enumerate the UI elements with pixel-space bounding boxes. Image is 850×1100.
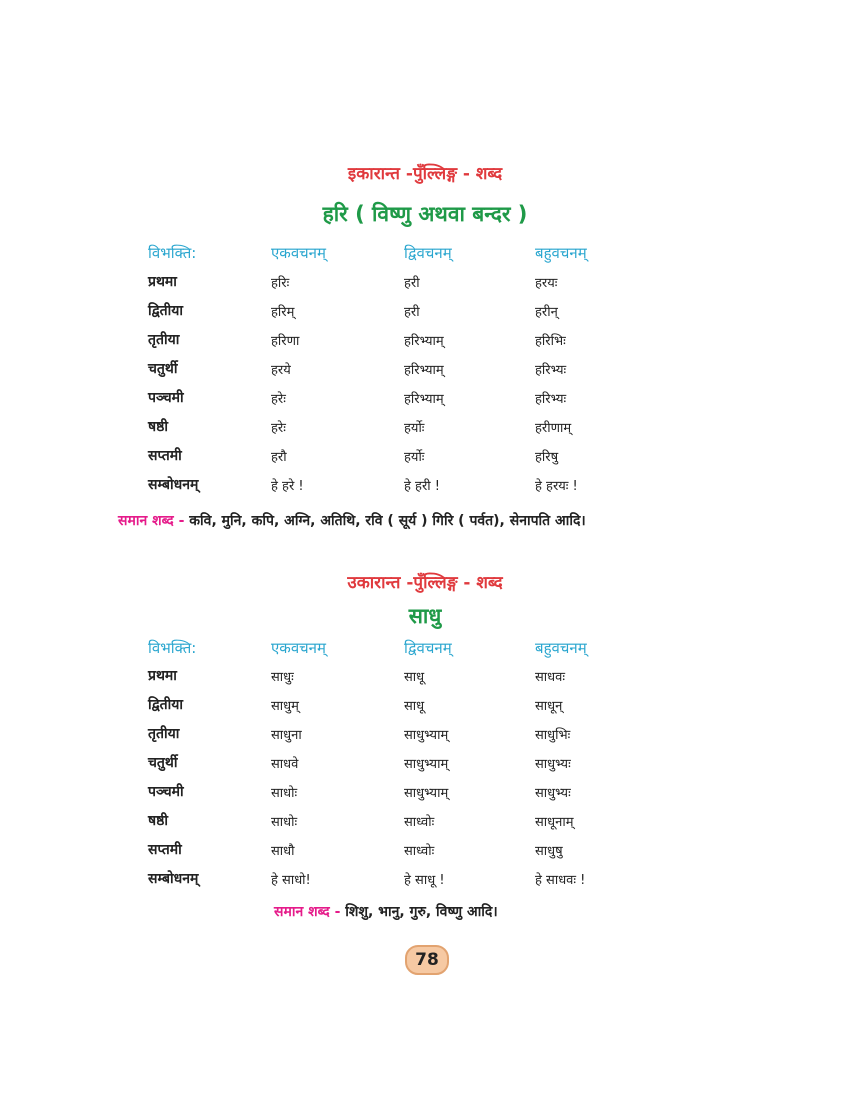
column-header-vibhakti: विभक्ति:	[148, 244, 197, 262]
similar-words-label: समान शब्द -	[118, 513, 185, 529]
table-cell: साधुना	[271, 728, 302, 743]
table-cell: हरिभिः	[535, 334, 566, 349]
table-cell: साधवः	[535, 670, 566, 685]
table-cell: साधुभ्याम्	[404, 757, 449, 772]
column-header-bahuvachanam: बहुवचनम्	[535, 639, 587, 657]
table-cell: साधोः	[271, 786, 298, 801]
table-cell: साधुभ्यः	[535, 757, 571, 772]
table-cell: हरेः	[271, 421, 286, 436]
column-header-bahuvachanam: बहुवचनम्	[535, 244, 587, 262]
table-cell: हरी	[404, 276, 420, 291]
table-cell: साधून्	[535, 699, 563, 714]
table-cell: हे हरे !	[271, 479, 304, 494]
table-cell: हरिभ्यः	[535, 392, 567, 407]
table-row-label: प्रथमा	[148, 668, 177, 684]
section-1-similar-words	[118, 511, 586, 530]
section-1-heading: इकारान्त -पुँल्लिङ्ग - शब्द	[347, 164, 503, 184]
column-header-ekavachanam: एकवचनम्	[271, 244, 326, 262]
section-2-heading: उकारान्त -पुँल्लिङ्ग - शब्द	[347, 573, 503, 593]
table-cell: हरिम्	[271, 305, 295, 320]
table-row-label: षष्ठी	[148, 419, 168, 435]
column-header-dvivachanam: द्विवचनम्	[404, 244, 452, 262]
table-cell: हरेः	[271, 392, 286, 407]
table-row-label: तृतीया	[148, 726, 180, 742]
table-cell: हे साधो!	[271, 873, 311, 888]
section-1-title: हरि ( विष्णु अथवा बन्दर )	[322, 202, 528, 226]
table-cell: साधूनाम्	[535, 815, 574, 830]
table-row-label: द्वितीया	[148, 303, 184, 319]
table-cell: साधोः	[271, 815, 298, 830]
table-cell: हरीन्	[535, 305, 558, 320]
table-cell: साधुभिः	[535, 728, 571, 743]
column-header-vibhakti: विभक्ति:	[148, 639, 197, 657]
table-cell: साधुभ्याम्	[404, 728, 449, 743]
table-row-label: तृतीया	[148, 332, 180, 348]
table-cell: साधू	[404, 699, 425, 714]
table-cell: हरिभ्यः	[535, 363, 567, 378]
table-cell: हे हरी !	[404, 479, 440, 494]
table-cell: हरी	[404, 305, 420, 320]
table-cell: साधुषु	[535, 844, 563, 859]
table-row-label: सम्बोधनम्	[148, 477, 199, 493]
table-cell: हरिः	[271, 276, 290, 291]
table-row-label: चतुर्थी	[148, 755, 178, 771]
similar-words-label: समान शब्द -	[274, 904, 341, 920]
table-cell: हरयः	[535, 276, 558, 291]
page-number: 78	[405, 945, 449, 975]
similar-words-list: शिशु, भानु, गुरु, विष्णु आदि।	[345, 904, 498, 920]
table-cell: हर्योः	[404, 421, 425, 436]
table-cell: हरिभ्याम्	[404, 363, 444, 378]
section-2-similar-words	[274, 902, 498, 921]
table-cell: साधवे	[271, 757, 299, 772]
table-cell: हरिभ्याम्	[404, 392, 444, 407]
table-cell: हरीणाम्	[535, 421, 572, 436]
table-cell: हरौ	[271, 450, 287, 465]
table-row-label: सप्तमी	[148, 448, 182, 464]
table-cell: हर्योः	[404, 450, 425, 465]
table-cell: साधुः	[271, 670, 294, 685]
table-cell: साधौ	[271, 844, 295, 859]
table-cell: हरये	[271, 363, 291, 378]
similar-words-list: कवि, मुनि, कपि, अग्नि, अतिथि, रवि ( सूर्य ) गिरि ( पर्वत), सेनापति आदि।	[189, 513, 586, 529]
table-cell: साधू	[404, 670, 425, 685]
section-2-title: साधु	[408, 604, 442, 628]
table-cell: हे साधू !	[404, 873, 445, 888]
table-cell: हे हरयः !	[535, 479, 578, 494]
table-row-label: चतुर्थी	[148, 361, 178, 377]
table-cell: साधुम्	[271, 699, 299, 714]
column-header-ekavachanam: एकवचनम्	[271, 639, 326, 657]
table-row-label: पञ्चमी	[148, 784, 184, 800]
table-row-label: पञ्चमी	[148, 390, 184, 406]
table-row-label: षष्ठी	[148, 813, 168, 829]
table-row-label: प्रथमा	[148, 274, 177, 290]
table-cell: हरिषु	[535, 450, 559, 465]
table-cell: हे साधवः !	[535, 873, 586, 888]
table-row-label: सप्तमी	[148, 842, 182, 858]
table-cell: साधुभ्यः	[535, 786, 571, 801]
column-header-dvivachanam: द्विवचनम्	[404, 639, 452, 657]
table-row-label: सम्बोधनम्	[148, 871, 199, 887]
table-cell: हरिणा	[271, 334, 300, 349]
table-cell: साध्वोः	[404, 844, 435, 859]
table-cell: हरिभ्याम्	[404, 334, 444, 349]
table-row-label: द्वितीया	[148, 697, 184, 713]
table-cell: साधुभ्याम्	[404, 786, 449, 801]
table-cell: साध्वोः	[404, 815, 435, 830]
